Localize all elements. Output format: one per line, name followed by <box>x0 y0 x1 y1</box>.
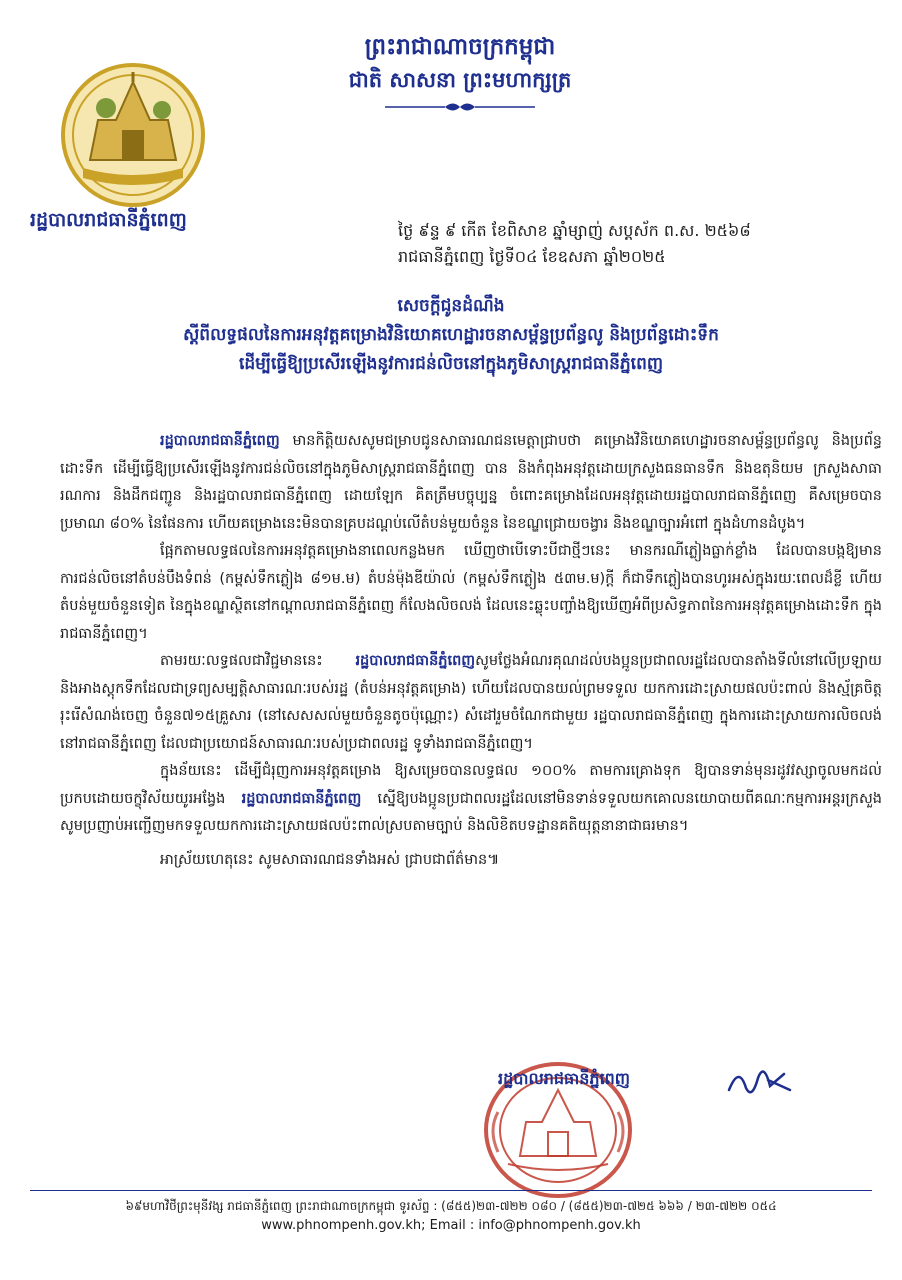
authority-name: រដ្ឋបាលរាជធានីភ្នំពេញ <box>355 653 476 669</box>
footer-divider <box>30 1190 872 1191</box>
paragraph-1: រដ្ឋបាលរាជធានីភ្នំពេញ មានកិត្តិយសសូមជម្រាបជូនសាធារណជនមេត្តាជ្រាបថា គម្រោងវិនិយោគហេដ្ឋារចនាសម្ព័ន្ធប្រព័ន្ធលូ និងប្រព័ន្ធដោះទឹក ដើម្បីធ្វើឱ្យប្រសើរឡើងនូវការជន់លិចនៅក្នុងភូមិសាស្ត្ររាជធានីភ្នំពេញ បាន និងកំពុងអនុវត្តដោយក្រសួងធនធានទឹក និងឧតុនិយម ក្រសួងសាធារណការ និងដឹកជញ្ជូន និងរដ្ឋបាលរាជធានីភ្នំពេញ ដោយឡែក គិតត្រឹមបច្ចុប្បន្ន ចំពោះគម្រោងដែលអនុវត្តដោយរដ្ឋបាលរាជធានីភ្នំពេញ គឺសម្រេចបានប្រមាណ ៨០% នៃផែនការ ហើយគម្រោងនេះមិនបានគ្របដណ្តប់លើតំបន់មួយចំនួន នៃខណ្ឌជ្រោយចង្វារ និងខណ្ឌច្បារអំពៅ ក្នុងដំហានដំបូង។ <box>60 433 882 532</box>
paragraph-3: តាមរយៈលទ្ធផលជាវិជ្ជមាននេះ រដ្ឋបាលរាជធានីភ្នំពេញសូមថ្លែងអំណរគុណដល់បងប្អូនប្រជាពលរដ្ឋដែលបានតាំងទីលំនៅលើប្រឡាយ និងអាងស្តុកទឹកដែលជាទ្រព្យសម្បត្តិសាធារណៈរបស់រដ្ឋ (តំបន់អនុវត្តគម្រោង) ហើយដែលបានយល់ព្រមទទួល យកការដោះស្រាយផលប៉ះពាល់ និងស្ម័គ្រចិត្តរុះរើសំណង់ចេញ ចំនួន៧១៥គ្រួសារ (នៅសេសសល់មួយចំនួនតូចប៉ុណ្ណោះ) សំដៅរួមចំណែកជាមួយ រដ្ឋបាលរាជធានីភ្នំពេញ ក្នុងការដោះស្រាយការលិចលង់នៅរាជធានីភ្នំពេញ ដែលជាប្រយោជន៍សាធារណៈរបស់ប្រជាពលរដ្ឋ ទូទាំងរាជធានីភ្នំពេញ។ <box>60 653 882 752</box>
national-motto: ជាតិ សាសនា ព្រះមហាក្សត្រ <box>348 68 572 92</box>
kingdom-name: ព្រះរាជាណាចក្រកម្ពុជា <box>364 34 556 60</box>
signature-authority: រដ្ឋបាលរាជធានីភ្នំពេញ <box>498 1069 631 1088</box>
footer-address: ៦៩មហាវិថីព្រះមុនីវង្ស រាជធានីភ្នំពេញ ព្រះរាជាណាចក្រកម្ពុជា ទូរស័ព្ទ : (៨៥៥)២៣-៧២២ ០៨០ / (៨៥៥)២៣-៧២៥ ៦៦៦ / ២៣-៧២២ ០៥៤ <box>125 1199 777 1213</box>
footer-contact: www.phnompenh.gov.kh; Email : info@phnompenh.gov.kh <box>261 1218 641 1233</box>
subject-line-1: ស្តីពីលទ្ធផលនៃការអនុវត្តគម្រោងវិនិយោគហេដ្ឋារចនាសម្ព័ន្ធប្រព័ន្ធលូ និងប្រព័ន្ធដោះទឹក <box>183 325 719 345</box>
authority-name: រដ្ឋបាលរាជធានីភ្នំពេញ <box>241 790 362 807</box>
notice-body <box>60 428 882 874</box>
handwritten-signature-icon <box>724 1060 794 1100</box>
subject-line-2: ដើម្បីធ្វើឱ្យប្រសើរឡើងនូវការជន់លិចនៅក្នុងភូមិសាស្ត្ររាជធានីភ្នំពេញ <box>238 354 664 374</box>
paragraph-4: ក្នុងន័យនេះ ដើម្បីជំរុញការអនុវត្តគម្រោង ឱ្យសម្រេចបានលទ្ធផល ១០០% តាមការគ្រោងទុក ឱ្យបានទាន់មុនរដូវវស្សាចូលមកដល់ ប្រកបដោយចក្ខុវិស័យយូរអង្វែង រដ្ឋបាលរាជធានីភ្នំពេញ ស្នើឱ្យបងប្អូនប្រជាពលរដ្ឋដែលនៅមិនទាន់ទទួលយកគោលនយោបាយពីគណៈកម្មការអន្តរក្រសួង សូមប្រញាប់អញ្ជើញមកទទួលយកការដោះស្រាយផលប៉ះពាល់ស្របតាមច្បាប់ និងលិខិតបទដ្ឋានគតិយុត្តនានាជាធរមាន។ <box>60 763 882 834</box>
subject-block <box>30 292 872 379</box>
closing-line: អាស្រ័យហេតុនេះ សូមសាធារណជនទាំងអស់ ជ្រាបជាព័ត៌មាន៕ <box>160 851 500 868</box>
kingdom-header <box>300 30 620 114</box>
sender-authority: រដ្ឋបាលរាជធានីភ្នំពេញ <box>30 209 187 231</box>
authority-name: រដ្ឋបាលរាជធានីភ្នំពេញ <box>160 433 280 449</box>
notice-title: សេចក្តីជូនដំណឹង <box>397 296 505 316</box>
solar-date: រាជធានីភ្នំពេញ ថ្ងៃទី០៤ ខែឧសភា ឆ្នាំ២០២៥ <box>398 247 666 266</box>
footer <box>30 1196 872 1236</box>
date-block <box>398 218 878 270</box>
phnom-penh-emblem-icon <box>58 60 208 210</box>
ornament-divider-icon <box>385 100 535 114</box>
lunar-date: ថ្ងៃ ៩ន្ទ ៩ កើត ខែពិសាខ ឆ្នាំម្សាញ់ សប្តស័ក ព.ស. ២៥៦៨ <box>398 221 751 240</box>
paragraph-2: ផ្អែកតាមលទ្ធផលនៃការអនុវត្តគម្រោងនាពេលកន្លងមក ឃើញថាបើទោះបីជាថ្មីៗនេះ មានករណីភ្លៀងធ្លាក់ខ្លាំង ដែលបានបង្កឱ្យមានការជន់លិចនៅតំបន់បឹងទំពន់ (កម្ពស់ទឹកភ្លៀង ៨១ម.ម) តំបន់ម៉ុងឌីយ៉ាល់ (កម្ពស់ទឹកភ្លៀង ៥៣ម.ម)ក្តី ក៏ជាទឹកភ្លៀងបានហូរអស់ក្នុងរយៈពេលដ៏ខ្លី ហើយតំបន់មួយចំនួនទៀត នៃក្នុងខណ្ឌស្ថិតនៅកណ្តាលរាជធានីភ្នំពេញ ក៏លែងលិចលង់ ដែលនេះឆ្លុះបញ្ចាំងឱ្យឃើញអំពីប្រសិទ្ធភាពនៃការអនុវត្តគម្រោងដោះទឹក ក្នុងរាជធានីភ្នំពេញ។ <box>60 543 882 642</box>
